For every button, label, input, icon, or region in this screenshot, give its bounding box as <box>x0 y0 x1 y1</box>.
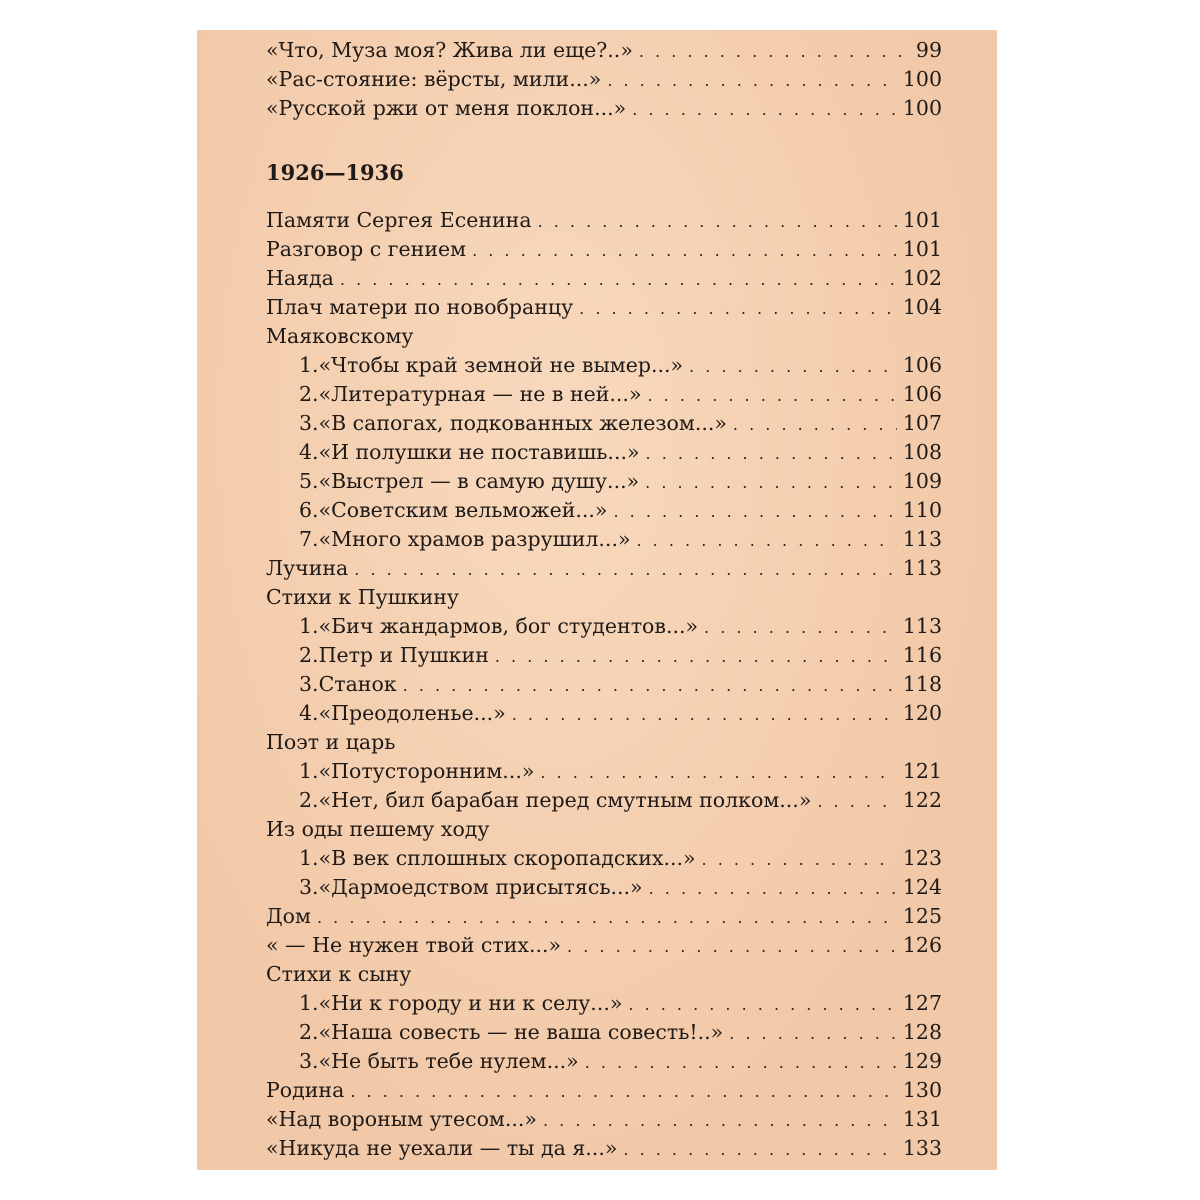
toc-entry-title: «Над вороным утесом...» <box>266 1107 537 1131</box>
toc-entry-title: «Литературная — не в ней...» <box>318 382 642 406</box>
toc-entry-title: «Нет, бил барабан перед смутным полком...» <box>318 788 812 812</box>
toc-entry <box>266 1105 942 1134</box>
toc-entry-page-number: 113 <box>902 556 942 580</box>
toc-entry-number: 1. <box>299 353 319 377</box>
toc-entry-title: «Преодоленье...» <box>318 701 506 725</box>
toc-entry-page-number: 133 <box>902 1136 942 1160</box>
toc-entry-page-number: 121 <box>902 759 942 783</box>
toc-entry-title: «Выстрел — в самую душу...» <box>318 469 640 493</box>
dot-leader <box>567 932 897 961</box>
dot-leader <box>354 555 897 584</box>
dot-leader <box>817 787 896 816</box>
toc-entry-title: « — Не нужен твой стих...» <box>266 933 562 957</box>
toc-entry <box>266 409 942 438</box>
dot-leader <box>540 758 896 787</box>
toc-entry-number: 3. <box>299 411 319 435</box>
toc-entry-number: 4. <box>299 440 319 464</box>
dot-leader <box>733 410 897 439</box>
toc-entry-page-number: 131 <box>902 1107 942 1131</box>
toc-entry-title: Поэт и царь <box>266 730 396 754</box>
toc-entry-page-number: 106 <box>902 353 942 377</box>
toc-entry-number: 2. <box>299 788 319 812</box>
dot-leader <box>613 497 896 526</box>
toc-entry-title: «В сапогах, подкованных железом...» <box>318 411 727 435</box>
toc-entry <box>266 815 942 844</box>
toc-entry-page-number: 109 <box>902 469 942 493</box>
toc-entry <box>266 496 942 525</box>
toc-entry-number: 3. <box>299 672 319 696</box>
toc-entry <box>266 94 942 123</box>
toc-entry-page-number: 125 <box>902 904 942 928</box>
dot-leader <box>702 845 897 874</box>
toc-entry-page-number: 122 <box>902 788 942 812</box>
section-heading: 1926—1936 <box>266 160 404 185</box>
toc-entry-number: 3. <box>299 875 319 899</box>
toc-entry-page-number: 126 <box>902 933 942 957</box>
toc-entry-page-number: 106 <box>902 382 942 406</box>
toc-entry <box>266 699 942 728</box>
toc-entry <box>266 931 942 960</box>
dot-leader <box>646 439 897 468</box>
dot-leader <box>538 207 897 236</box>
toc-entry-title: «Русской ржи от меня поклон...» <box>266 96 627 120</box>
toc-entry-page-number: 99 <box>915 38 942 62</box>
dot-leader <box>607 66 897 95</box>
toc-entry-page-number: 130 <box>902 1078 942 1102</box>
toc-entry-number: 5. <box>299 469 319 493</box>
toc-entry-title: Лучина <box>266 556 349 580</box>
toc-entry-number: 1. <box>299 991 319 1015</box>
toc-entry-page-number: 116 <box>902 643 942 667</box>
dot-leader <box>579 294 897 323</box>
toc-entry-page-number: 101 <box>902 237 942 261</box>
toc-entry-page-number: 123 <box>902 846 942 870</box>
spacer <box>266 123 942 153</box>
toc-entry <box>266 380 942 409</box>
toc-entry-title: «И полушки не поставишь...» <box>318 440 640 464</box>
toc-entry <box>266 206 942 235</box>
toc-entry <box>266 351 942 380</box>
toc-entry-page-number: 124 <box>902 875 942 899</box>
dot-leader <box>689 352 897 381</box>
toc-entry-title: «В век сплошных скоропадских...» <box>318 846 696 870</box>
dot-leader <box>637 526 897 555</box>
toc-entry-page-number: 107 <box>902 411 942 435</box>
toc-entry <box>266 612 942 641</box>
toc-entry <box>266 960 942 989</box>
toc-entry-number: 2. <box>299 382 319 406</box>
toc-entry-title: «Наша совесть — не ваша совесть!..» <box>318 1020 724 1044</box>
toc-entry-number: 4. <box>299 701 319 725</box>
toc-entry <box>266 467 942 496</box>
toc-entry-title: «Никуда не уехали — ты да я...» <box>266 1136 618 1160</box>
toc-entry-page-number: 128 <box>902 1020 942 1044</box>
dot-leader <box>403 671 897 700</box>
toc-entry <box>266 902 942 931</box>
toc-entry-page-number: 110 <box>902 498 942 522</box>
table-of-contents <box>266 36 942 1163</box>
toc-entry-page-number: 113 <box>902 614 942 638</box>
toc-entry-title: Из оды пешему ходу <box>266 817 490 841</box>
dot-leader <box>623 1135 896 1164</box>
dot-leader <box>512 700 897 729</box>
toc-entry-page-number: 129 <box>902 1049 942 1073</box>
spacer <box>266 193 942 206</box>
toc-entry-number: 6. <box>299 498 319 522</box>
toc-entry-title: «Дармоедством присытясь...» <box>318 875 643 899</box>
toc-entry-number: 1. <box>299 614 319 638</box>
dot-leader <box>639 37 910 66</box>
toc-entry-number: 2. <box>299 643 319 667</box>
toc-entry-title: Плач матери по новобранцу <box>266 295 574 319</box>
toc-entry <box>266 728 942 757</box>
toc-entry <box>266 641 942 670</box>
toc-entry-title: Дом <box>266 904 311 928</box>
toc-entry <box>266 1047 942 1076</box>
toc-entry-title: Родина <box>266 1078 345 1102</box>
toc-entry <box>266 989 942 1018</box>
dot-leader <box>317 903 897 932</box>
toc-entry-page-number: 118 <box>902 672 942 696</box>
toc-main-list <box>266 206 942 1163</box>
dot-leader <box>628 990 896 1019</box>
dot-leader <box>340 265 897 294</box>
toc-entry-title: Разговор с гением <box>266 237 467 261</box>
toc-entry <box>266 293 942 322</box>
toc-entry-page-number: 113 <box>902 527 942 551</box>
toc-entry <box>266 844 942 873</box>
toc-entry <box>266 670 942 699</box>
toc-entry-number: 1. <box>299 759 319 783</box>
toc-entry-page-number: 101 <box>902 208 942 232</box>
toc-entry-page-number: 100 <box>902 96 942 120</box>
toc-entry-number: 1. <box>299 846 319 870</box>
toc-entry-page-number: 120 <box>902 701 942 725</box>
toc-entry <box>266 65 942 94</box>
dot-leader <box>729 1019 897 1048</box>
toc-entry <box>266 583 942 612</box>
toc-entry-page-number: 102 <box>902 266 942 290</box>
toc-entry-page-number: 100 <box>902 67 942 91</box>
toc-entry-title: Стихи к Пушкину <box>266 585 459 609</box>
toc-entry-title: Петр и Пушкин <box>318 643 489 667</box>
toc-entry <box>266 873 942 902</box>
toc-entry-title: Маяковскому <box>266 324 414 348</box>
toc-entry-title: «Чтобы край земной не вымер...» <box>318 353 684 377</box>
toc-entry-page-number: 127 <box>902 991 942 1015</box>
toc-entry-title: «Ни к городу и ни к селу...» <box>318 991 623 1015</box>
dot-leader <box>543 1106 897 1135</box>
toc-entry-title: Памяти Сергея Есенина <box>266 208 532 232</box>
toc-entry-number: 3. <box>299 1049 319 1073</box>
toc-entry-page-number: 108 <box>902 440 942 464</box>
dot-leader <box>495 642 897 671</box>
toc-entry <box>266 322 942 351</box>
book-page <box>197 30 997 1170</box>
toc-entry-number: 2. <box>299 1020 319 1044</box>
toc-entry <box>266 438 942 467</box>
toc-entry-title: «Много храмов разрушил...» <box>318 527 631 551</box>
toc-entry-title: «Потусторонним...» <box>318 759 535 783</box>
toc-entry-title: «Бич жандармов, бог студентов...» <box>318 614 699 638</box>
toc-entry <box>266 1134 942 1163</box>
toc-entry-title: Стихи к сыну <box>266 962 412 986</box>
toc-entry <box>266 757 942 786</box>
toc-entry <box>266 525 942 554</box>
toc-entry-title: «Не быть тебе нулем...» <box>318 1049 579 1073</box>
toc-entry <box>266 235 942 264</box>
toc-entry <box>266 554 942 583</box>
toc-entry <box>266 36 942 65</box>
toc-entry <box>266 264 942 293</box>
toc-entry <box>266 1018 942 1047</box>
toc-entry <box>266 786 942 815</box>
toc-entry-page-number: 104 <box>902 295 942 319</box>
toc-entry-title: «Что, Муза моя? Жива ли еще?..» <box>266 38 633 62</box>
dot-leader <box>645 468 897 497</box>
dot-leader <box>632 95 897 124</box>
dot-leader <box>350 1077 897 1106</box>
dot-leader <box>472 236 897 265</box>
toc-entry-title: «Советским вельможей...» <box>318 498 608 522</box>
dot-leader <box>648 381 897 410</box>
toc-entry <box>266 1076 942 1105</box>
toc-entry-title: Станок <box>318 672 397 696</box>
toc-entry-title: «Рас-стояние: вёрсты, мили...» <box>266 67 602 91</box>
dot-leader <box>704 613 897 642</box>
dot-leader <box>585 1048 897 1077</box>
dot-leader <box>649 874 897 903</box>
toc-top-list <box>266 36 942 123</box>
toc-entry-title: Наяда <box>266 266 334 290</box>
toc-entry-number: 7. <box>299 527 319 551</box>
